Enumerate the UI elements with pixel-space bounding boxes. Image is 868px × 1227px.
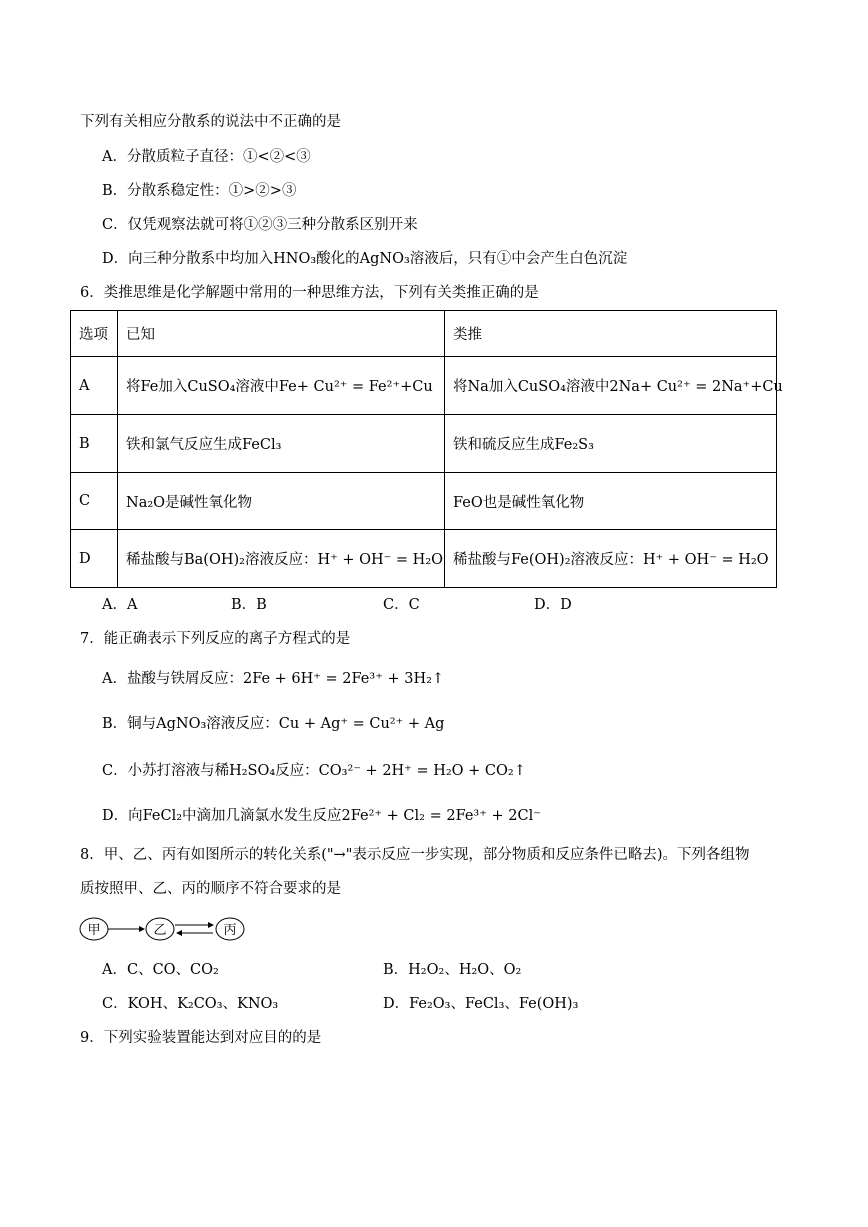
node-bing <box>216 918 244 940</box>
row-inferred: 铁和硫反应生成Fe₂S₃ <box>445 415 777 473</box>
q5-option-a: A．分散质粒子直径：①<②<③ <box>102 149 311 165</box>
row-option: A <box>71 357 118 415</box>
q8-stem-line2: 质按照甲、乙、丙的顺序不符合要求的是 <box>80 881 341 897</box>
table-row <box>71 530 777 588</box>
q5-stem: 下列有关相应分散系的说法中不正确的是 <box>80 114 341 130</box>
q6-answer-b: B．B <box>231 597 267 613</box>
row-known: Na₂O是碱性氧化物 <box>118 473 445 530</box>
q7-stem: 7．能正确表示下列反应的离子方程式的是 <box>80 631 351 647</box>
node-yi-label: 乙 <box>153 923 167 938</box>
q7-option-b: B．铜与AgNO₃溶液反应：Cu + Ag⁺ = Cu²⁺ + Ag <box>102 716 445 732</box>
row-known: 铁和氯气反应生成FeCl₃ <box>118 415 445 473</box>
q8-stem-line1: 8．甲、乙、丙有如图所示的转化关系("→"表示反应一步实现，部分物质和反应条件已略去)。下列各组物 <box>80 847 750 863</box>
q6-answer-c: C．C <box>383 597 420 613</box>
q8-option-d: D．Fe₂O₃、FeCl₃、Fe(OH)₃ <box>383 996 579 1012</box>
row-option: B <box>71 415 118 473</box>
node-bing-label: 丙 <box>223 923 237 938</box>
q8-option-c: C．KOH、K₂CO₃、KNO₃ <box>102 996 279 1012</box>
table-row <box>71 415 777 473</box>
q6-table <box>70 310 783 588</box>
q5-option-d: D．向三种分散系中均加入HNO₃酸化的AgNO₃溶液后，只有①中会产生白色沉淀 <box>102 251 628 267</box>
node-jia <box>80 918 108 940</box>
table-header-row <box>71 311 777 357</box>
row-inferred: 稀盐酸与Fe(OH)₂溶液反应：H⁺ + OH⁻ = H₂O <box>445 530 777 588</box>
row-inferred: 将Na加入CuSO₄溶液中2Na+ Cu²⁺ = 2Na⁺+Cu <box>445 357 777 415</box>
table-row <box>71 357 777 415</box>
q7-option-c: C．小苏打溶液与稀H₂SO₄反应：CO₃²⁻ + 2H⁺ = H₂O + CO₂↑ <box>102 763 526 779</box>
q7-option-a: A．盐酸与铁屑反应：2Fe + 6H⁺ = 2Fe³⁺ + 3H₂↑ <box>102 671 445 687</box>
q8-option-a: A．C、CO、CO₂ <box>102 962 219 978</box>
row-option: C <box>71 473 118 530</box>
row-inferred: FeO也是碱性氧化物 <box>445 473 777 530</box>
q5-option-c: C．仅凭观察法就可将①②③三种分散系区别开来 <box>102 217 418 233</box>
q6-answer-a: A．A <box>102 597 138 613</box>
node-yi <box>146 918 174 940</box>
q8-conversion-diagram <box>78 914 248 944</box>
q6-answer-d: D．D <box>534 597 572 613</box>
q7-option-d: D．向FeCl₂中滴加几滴氯水发生反应2Fe²⁺ + Cl₂ = 2Fe³⁺ + 2Cl⁻ <box>102 808 541 824</box>
table-row <box>71 473 777 530</box>
node-jia-label: 甲 <box>87 923 101 938</box>
q8-option-b: B．H₂O₂、H₂O、O₂ <box>383 962 522 978</box>
row-option: D <box>71 530 118 588</box>
q9-stem: 9．下列实验装置能达到对应目的的是 <box>80 1030 322 1046</box>
header-known: 已知 <box>118 311 445 357</box>
header-option: 选项 <box>71 311 118 357</box>
row-known: 稀盐酸与Ba(OH)₂溶液反应：H⁺ + OH⁻ = H₂O <box>118 530 445 588</box>
header-inferred: 类推 <box>445 311 777 357</box>
q6-stem: 6．类推思维是化学解题中常用的一种思维方法，下列有关类推正确的是 <box>80 285 539 301</box>
row-known: 将Fe加入CuSO₄溶液中Fe+ Cu²⁺ = Fe²⁺+Cu <box>118 357 445 415</box>
q5-option-b: B．分散系稳定性：①>②>③ <box>102 183 297 199</box>
